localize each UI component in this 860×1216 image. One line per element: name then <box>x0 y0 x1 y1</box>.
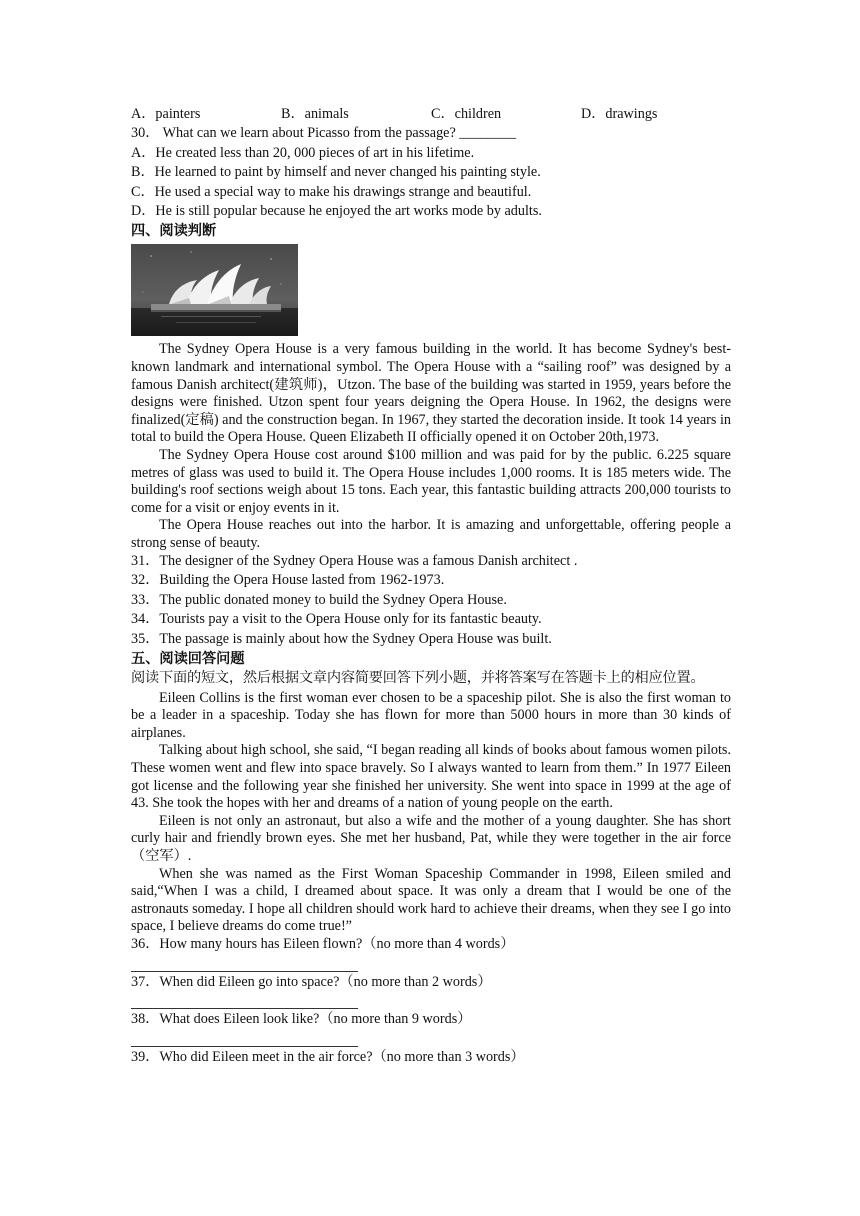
q29-option-d: D．drawings <box>581 106 658 123</box>
question-37: 37．When did Eileen go into space?（no more than 2 words） <box>131 973 492 990</box>
q30-option-d: D．He is still popular because he enjoyed the art works mode by adults. <box>131 203 542 220</box>
s4-paragraph-2: The Sydney Opera House cost around $100 million and was paid for by the public. 6.225 square metres of glass was used to build it. The Opera House includes 1,000 rooms. It is 185 meters wide. The building's roof sections weigh about 15 tons. Each year, this fantastic building attracts 200,000 tourists to come for a visit or enjoy events in it. <box>131 447 731 516</box>
s5-paragraph-2: Talking about high school, she said, “I began reading all kinds of books about famous women pilots. These women went and flew into space bravely. So I always wanted to learn from them.” In 1977 Eileen got license and the following year she finished her university. She went into space in 1999 at the age of 43. She took the hopes with her and dreams of a nation of young people on the earth. <box>131 742 731 812</box>
s4-paragraph-3: The Opera House reaches out into the harbor. It is amazing and unforgettable, offering people a strong sense of beauty. <box>131 517 731 551</box>
s5-paragraph-3: Eileen is not only an astronaut, but also a wife and the mother of a young daughter. She has short curly hair and friendly brown eyes. She met her husband, Pat, while they were together in the air force（空军）. <box>131 812 731 864</box>
s5-paragraph-1: Eileen Collins is the first woman ever chosen to be a spaceship pilot. She is also the first woman to be a leader in a spaceship. Today she has flown for more than 5000 hours in more than 30 kinds of airplanes. <box>131 689 731 741</box>
opera-house-photo <box>131 244 298 336</box>
question-35: 35．The passage is mainly about how the Sydney Opera House was built. <box>131 630 552 647</box>
answer-line-37[interactable] <box>131 993 358 1009</box>
question-38: 38．What does Eileen look like?（no more than 9 words） <box>131 1011 472 1028</box>
q30-option-b: B．He learned to paint by himself and never changed his painting style. <box>131 164 541 181</box>
q29-options <box>131 105 731 125</box>
s5-paragraph-4: When she was named as the First Woman Spaceship Commander in 1998, Eileen smiled and said,“When I was a child, I dreamed about space. It was only a dream that I would be one of the astronauts someday. I hope all children should work hard to achieve their dreams, when they see I go into space, I believe dreams do come true!” <box>131 865 731 935</box>
s4-paragraph-1: The Sydney Opera House is a very famous building in the world. It has become Sydney's best-known landmark and international symbol. The Opera House with a “sailing roof” was designed by a famous Danish architect(建筑师)，Utzon. The base of the building was started in 1959, years before the designs were finished. Utzon spent four years deigning the Opera House. In 1962, the designs were finalized(定稿) and the construction began. In 1967, they started the decoration inside. It took 14 years in total to build the Opera House. Queen Elizabeth II officially opened it on October 20th,1973. <box>131 341 731 446</box>
question-39: 39．Who did Eileen meet in the air force?（no more than 3 words） <box>131 1048 525 1065</box>
section5-heading: 五、阅读回答问题 <box>131 650 245 667</box>
page-content <box>131 105 731 1068</box>
question-32: 32．Building the Opera House lasted from 1962-1973. <box>131 572 445 589</box>
section4-heading: 四、阅读判断 <box>131 222 217 239</box>
question-33: 33．The public donated money to build the Sydney Opera House. <box>131 591 507 608</box>
question-31: 31．The designer of the Sydney Opera House was a famous Danish architect . <box>131 552 578 569</box>
q29-option-a: A．painters <box>131 106 201 123</box>
q30-option-a: A．He created less than 20, 000 pieces of art in his lifetime. <box>131 144 475 161</box>
q30-option-c: C．He used a special way to make his drawings strange and beautiful. <box>131 183 532 200</box>
q29-option-b: B．animals <box>281 106 349 123</box>
question-34: 34．Tourists pay a visit to the Opera House only for its fantastic beauty. <box>131 611 542 628</box>
answer-line-36[interactable] <box>131 956 358 972</box>
answer-line-38[interactable] <box>131 1031 358 1047</box>
q29-option-c: C．children <box>431 106 502 123</box>
q30-stem: 30． What can we learn about Picasso from the passage? ________ <box>131 125 517 141</box>
question-36: 36．How many hours has Eileen flown?（no more than 4 words） <box>131 935 515 952</box>
section5-instruction: 阅读下面的短文，然后根据文章内容简要回答下列小题，并将答案写在答题卡上的相应位置。 <box>131 670 705 687</box>
